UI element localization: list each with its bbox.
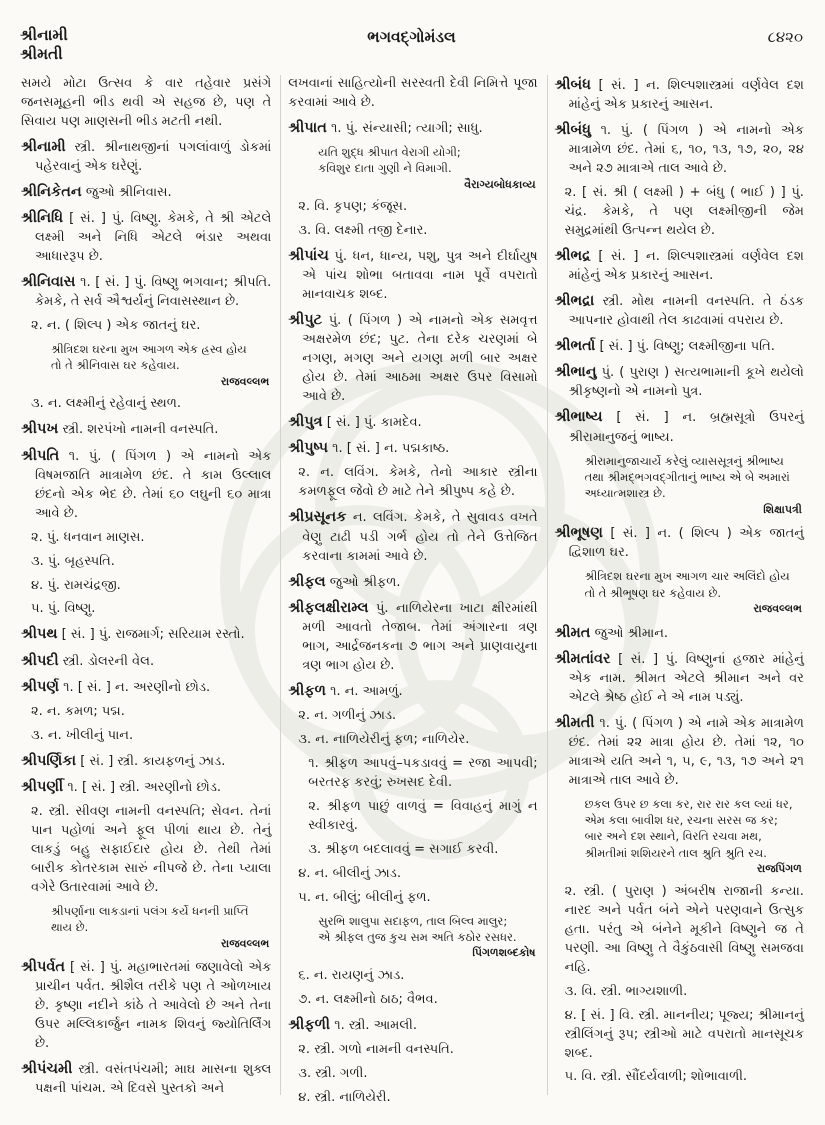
continuation-paragraph: સમયે મોટા ઉત્સવ કે વાર તહેવાર પ્રસંગે જનસમૂહની ભીડ થવી એ સહજ છે, પણ તે સિવાય પણ માણસની ભીડ મટતી નથી.	[21, 75, 272, 129]
sub-sense: ૩. ન. ખીલીનું પાન.	[31, 727, 134, 743]
headword: શ્રીનિવાસ	[21, 274, 76, 291]
sub-sense: ૨. ન. લવિંગ. કેમકે, તેનો આકાર સ્ત્રીના કમળફૂલ જેવો છે માટે તેને શ્રીપુષ્પ કહે છે.	[298, 465, 538, 500]
text-columns	[0, 67, 825, 1105]
sub-sense: ૩. પું. બૃહસ્પતિ.	[31, 553, 115, 569]
headword: શ્રીપ્રસૂનક	[288, 509, 347, 526]
sub-sense: ૪. [ સં. ] વિ. સ્ત્રી. માનનીય; પૂજ્ય; શ્રીમાનનું સ્ત્રીલિંગનું રૂપ; સ્ત્રીઓ માટે વપરાતો માનસૂચક શબ્દ.	[564, 1007, 804, 1061]
quote-block	[318, 913, 535, 961]
sub-sense: ૩. સ્ત્રી. ગળી.	[298, 1065, 368, 1081]
quote-line: શ્રીપર્ણાના લાકડાનાં પલંગ કર્યે ધનની પ્રાપ્તિ	[51, 904, 249, 919]
column-3	[547, 75, 813, 1095]
dictionary-entry	[288, 438, 537, 459]
entry-text: [ સં. ] ન. ( શિલ્પ ) એક જાતનું દ્વિશાળ ઘર.	[568, 526, 804, 561]
continuation-paragraph: લખવાનાં સાહિત્યોની સરસ્વતી દેવી નિમિત્તે પૂજા કરવામાં આવે છે.	[288, 75, 538, 110]
dictionary-entry	[21, 137, 271, 177]
dictionary-entry	[21, 419, 271, 440]
headword: શ્રીપુષ્પ	[288, 440, 329, 457]
quote-line: યતિ શુદ્ધ શ્રીપાત વેરાગી યોગી;	[318, 144, 461, 159]
entry-text: પું. ( પુરાણ ) સત્યભામાની કૂખે થયેલો શ્રીકૃષ્ણનો એ નામનો પુત્ર.	[568, 365, 804, 400]
dictionary-entry	[288, 598, 537, 676]
quote-block	[318, 144, 535, 192]
dictionary-entry	[288, 572, 537, 593]
dictionary-entry	[555, 362, 804, 402]
dictionary-entry	[21, 957, 271, 1054]
dictionary-entry	[555, 246, 804, 286]
sub-sense: ૭. ન. લક્ષ્મીનો ઠાઠ; વૈભવ.	[298, 991, 438, 1007]
idiom-line: ૩. શ્રીફળ બદલાવવું = સગાઈ કરવી.	[308, 841, 499, 857]
headword: શ્રીનિકેતન	[21, 183, 82, 200]
headword: શ્રીમતાંવર	[554, 650, 611, 667]
quote-block	[585, 453, 802, 518]
headword: શ્રીભાષ્ય	[554, 409, 603, 426]
sub-sense: ૩. ન. નાળિયેરીનું ફળ; નાળિયેર.	[298, 731, 470, 747]
dictionary-entry	[555, 713, 804, 791]
entry-text: ૧. પું. સંન્યાસી; ત્યાગી; સાધુ.	[330, 120, 483, 136]
quote-line: એ શ્રીફલ તુજ કુચ સમ અતિ કઠોર રસધર.	[318, 929, 517, 944]
sub-sense: ૫. ન. બીલું; બીલીનું ફળ.	[298, 889, 431, 905]
column-1	[14, 75, 280, 1095]
entry-text: સ્ત્રી. મોથ નામની વનસ્પતિ. તે ઠંડક આપનાર હોવાથી તેલ કાઢવામાં વપરાય છે.	[568, 294, 804, 329]
entry-text: [ સં. ] પું. રાજમાર્ગ; સરિયામ રસ્તો.	[61, 627, 245, 643]
dictionary-entry	[288, 310, 537, 407]
entry-text: [ સં. ] પું. વિષ્ણુનાં હજાર માંહેનું એક નામ. શ્રીમત એટલે શ્રીમાન અને વર એટલે શ્રેષ્ઠ હોઈ ને એ નામ પડ્યું.	[568, 651, 804, 705]
page-header	[0, 0, 825, 67]
sub-sense: ૪. સ્ત્રી. નાળિયેરી.	[298, 1089, 391, 1105]
dictionary-entry	[288, 118, 537, 139]
dictionary-entry	[555, 523, 804, 563]
dictionary-entry	[288, 246, 537, 305]
entry-text: ૧. પું. ( પિંગળ ) એ નામે એક માત્રામેળ છંદ. તેમાં ૨૨ માત્રા હોય છે. તેમાં ૧૨, ૧૦ માત્રાએ યતિ અને ૧, ૫, ૯, ૧૩, ૧૭ અને ૨૧ માત્રાએ તાલ આવે છે.	[568, 715, 804, 788]
entry-text: ૧. [ સં. ] સ્ત્રી. અરણીનો છોડ.	[67, 780, 222, 796]
dictionary-entry	[288, 681, 537, 702]
sub-sense: ૨. ન. ગળીનું ઝાડ.	[298, 707, 397, 723]
guide-words	[20, 26, 367, 65]
entry-text: [ સં. ] ન. શિલ્પશાસ્ત્રમાં વર્ણવેલ દશ માંહેનું એક પ્રકારનું આસન.	[568, 248, 804, 284]
dictionary-entry	[555, 623, 804, 644]
sub-sense: ૫. પું. વિષ્ણુ.	[31, 601, 96, 617]
dictionary-entry	[288, 412, 537, 433]
headword: શ્રીભૂષણ	[554, 525, 603, 542]
headword: શ્રીફળી	[288, 1016, 331, 1033]
headword: શ્રીપર્વત	[21, 959, 66, 976]
sub-sense: ૨. ન. ( શિલ્પ ) એક જાતનું ઘર.	[31, 318, 201, 334]
entry-text: ૧. પું. ( પિંગળ ) એ નામનો એક માત્રામેળ છંદ. તેમાં ૬, ૧૦, ૧૩, ૧૭, ૨૦, ૨૪ અને ૨૭ માત્રાએ તાલ આવે છે.	[568, 122, 804, 176]
entry-text: પું. ધન, ધાન્ય, પશુ, પુત્ર અને દીર્ઘાયુષ એ પાંચ શોભા બતાવવા નામ પૂર્વે વપરાતો માનવાચક શબ્દ.	[302, 249, 538, 303]
entry-text: ૧. [ સં. ] પું. વિષ્ણુ ભગવાન; શ્રીપતિ. કેમકે, તે સર્વ ઐશ્વર્યનું નિવાસસ્થાન છે.	[35, 275, 272, 310]
entry-text: ૧. ન. આમળું.	[330, 683, 403, 699]
sub-sense: ૪. પું. રામચંદ્રજી.	[31, 577, 121, 593]
headword: શ્રીમતી	[554, 714, 595, 731]
quote-source: શિક્ષાપત્રી	[763, 502, 802, 516]
quote-line: બાર અને દશ સ્થાને, વિરતિ રચવા મથ,	[584, 829, 762, 844]
entry-text: પું. નાળિયેરના ખાટા ક્ષીરમાંથી મળી આવતો તેજાબ. તેમાં અંગારના ત્રણ ભાગ, આર્દ્રજનકના ૭ ભાગ અને પ્રાણવાયુના ત્રણ ભાગ હોય છે.	[302, 600, 538, 673]
entry-text: ૧. [ સં. ] ન. અરણીનો છોડ.	[63, 679, 211, 695]
headword: શ્રીપર્ણિકા	[21, 752, 77, 769]
quote-line: થાય છે.	[51, 920, 89, 935]
entry-text: જુઓ શ્રીનિવાસ.	[85, 184, 172, 200]
dictionary-entry	[555, 649, 804, 708]
headword: શ્રીપુટ	[288, 312, 323, 329]
quote-line: કવિશુર દાતા ગુણી ને વિમાગી.	[318, 161, 452, 176]
entry-text: સ્ત્રી. વસંતપંચમી; માઘ માસના શુક્લ પક્ષની પાંચમ. એ દિવસે પુસ્તકો અને	[35, 1062, 272, 1097]
column-2	[280, 75, 546, 1105]
dictionary-entry	[21, 272, 271, 312]
entry-text: ૧. સ્ત્રી. આમલી.	[334, 1017, 418, 1033]
sub-sense: ૨. સ્ત્રી. ( પુરાણ ) અંબરીષ રાજાની કન્યા. નારદ અને પર્વત બંને એને પરણવાને ઉત્સુક હતા. પરંતુ એ બંનેને મૂકીને વિષ્ણુને જ તે પરણી. આ વિષ્ણુ તે વૈકુંઠવાસી વિષ્ણુ સમજવા નહિ.	[564, 883, 804, 975]
quote-source: વૈરાગ્યબોધકાવ્ય	[464, 177, 536, 191]
idiom-line: ૨. શ્રીફળ પાછું વાળવું = વિવાહનું માગું ન સ્વીકારવું.	[308, 798, 538, 833]
headword: શ્રીપથ	[21, 626, 58, 643]
entry-text: સ્ત્રી. ડોલરની વેલ.	[62, 653, 155, 669]
quote-line: શ્રીમતીમાં શશિયરને તાલ શ્રુતિ શ્રુતિ રચ.	[584, 845, 767, 860]
headword: શ્રીમત	[554, 624, 591, 641]
quote-line: તો તે શ્રીનિવાસ ઘર કહેવાય.	[51, 358, 180, 373]
quote-block	[51, 903, 269, 951]
sub-sense: ૫. વિ. સ્ત્રી. સૌંદર્યવાળી; શોભાવાળી.	[564, 1069, 748, 1085]
dictionary-entry	[288, 507, 537, 566]
sub-sense: ૩. વિ. લક્ષ્મી તજી દેનાર.	[298, 223, 428, 239]
quote-line: સુરભિ શાલુપા સદાફળ, તાલ બિલ્વ માલુર;	[318, 913, 508, 928]
quote-line: છકલ ઉપર છ કલા કર, રાર રાર કલ લ્યાં ધર,	[584, 796, 793, 811]
sub-sense: ૩. ન. લક્ષ્મીનું રહેવાનું સ્થળ.	[31, 396, 182, 412]
headword: શ્રીપતિ	[21, 447, 60, 464]
page-number: ૮૪૨૦	[767, 28, 803, 46]
headword: શ્રીપાંચ	[288, 248, 329, 265]
dictionary-entry	[21, 446, 271, 524]
headword: શ્રીભદ્ર	[554, 247, 591, 264]
sub-sense: ૨. વિ. કૃપણ; કંજૂસ.	[298, 199, 408, 215]
quote-source: રાજવલ્લભ	[220, 374, 270, 388]
sub-sense: ૨. [ સં. શ્રી ( લક્ષ્મી ) + બંધુ ( ભાઈ ) ] પું. ચંદ્ર. કેમકે, તે પણ લક્ષ્મીજીની જેમ સમુદ્રમાંથી ઉત્પન્ન થયેલ છે.	[564, 184, 804, 238]
headword: શ્રીબંધુ	[554, 121, 591, 138]
dictionary-entry	[555, 75, 804, 115]
entry-text: [ સં. ] ન. બ્રહ્મસૂત્રો ઉપરનું શ્રીરામાનુજનું ભાષ્ય.	[568, 410, 804, 445]
page-title: ભગવદ્ગોમંડલ	[367, 28, 456, 46]
dictionary-entry	[555, 120, 804, 179]
sub-sense: ૪. ન. બીલીનું ઝાડ.	[298, 865, 401, 881]
headword: શ્રીભર્તા	[554, 338, 596, 355]
entry-text: [ સં. ] સ્ત્રી. કાયફળનું ઝાડ.	[80, 753, 226, 769]
quote-line: શ્રીત્રિદશ ઘરના મુખ આગળ ચાર અલિંદો હોય	[584, 569, 790, 584]
entry-text: [ સં. ] પું. મહાભારતમાં જણાવેલો એક પ્રાચીન પર્વત. શ્રીશૈલ તરીકે પણ તે ઓળખાય છે. કૃષ્ણા નદીને કાંઠે તે આવેલો છે અને તેના ઉપર મલ્લિકાર્જુન નામક શિવનું જ્યોતિર્લિંગ છે.	[35, 960, 272, 1052]
entry-text: જુઓ શ્રીફળ.	[329, 574, 401, 590]
headword: શ્રીપર્ણ	[21, 678, 60, 695]
dictionary-entry	[21, 208, 271, 267]
sub-sense: ૩. વિ. સ્ત્રી. ભાગ્યશાળી.	[564, 983, 688, 999]
quote-source: રાજવલ્લભ	[220, 936, 270, 950]
entry-text: સ્ત્રી. શ્રીનાથજીનાં પગલાંવાળું ડોકમાં પહેરવાનું એક ઘરેણું.	[35, 139, 272, 174]
headword: શ્રીપંચમી	[21, 1061, 73, 1078]
guide-word-bottom: શ્રીમતી	[20, 45, 63, 64]
idiom-line: ૧. શ્રીફળ આપવું–પકડાવવું = રજા આપવી; બરતરફ કરવું; રુખસદ દેવી.	[308, 755, 538, 790]
quote-line: તો તે શ્રીભૂષણ ઘર કહેવાય છે.	[584, 585, 722, 600]
headword: શ્રીફળ	[288, 682, 326, 699]
sub-sense: ૬. ન. રાયણનું ઝાડ.	[298, 967, 405, 983]
headword: શ્રીફલ	[288, 573, 326, 590]
headword: શ્રીપર્ણી	[21, 779, 64, 796]
entry-text: [ સં. ] ન. શિલ્પશાસ્ત્રમાં વર્ણવેલ દશ માંહેનું એક પ્રકારનું આસન.	[568, 77, 804, 112]
entry-text: [ સં. ] પું. વિષ્ણુ; લક્ષ્મીજીના પતિ.	[599, 339, 775, 355]
quote-source: રાજવલ્લભ	[753, 601, 802, 615]
quote-block	[51, 341, 269, 389]
dictionary-entry	[288, 1015, 537, 1036]
dictionary-entry	[21, 624, 271, 645]
entry-text: ૧. પું. ( પિંગળ ) એ નામનો એક વિષમજાતિ માત્રામેળ છંદ. તે કામ ઉલ્લાલ છંદનો એક ભેદ છે. તેમાં ૬૦ લઘુની ૬૦ માત્રા આવે છે.	[35, 448, 272, 521]
entry-text: [ સં. ] પું. કામદેવ.	[326, 415, 422, 431]
dictionary-entry	[555, 291, 804, 331]
dictionary-entry	[21, 651, 271, 672]
dictionary-entry	[21, 677, 271, 698]
quote-line: તથા શ્રીમદ્ભગવદ્ગીતાનું ભાષ્ય એ બે અમારાં	[584, 469, 790, 484]
sub-sense: ૨. પું. ધનવાન માણસ.	[31, 529, 145, 545]
quote-block	[585, 796, 802, 877]
entry-text: જુઓ શ્રીમાન.	[594, 625, 669, 641]
headword: શ્રીનામી	[21, 138, 66, 155]
headword: શ્રીફલક્ષીરામ્લ	[288, 599, 369, 616]
sub-sense: ૨. સ્ત્રી. સીવણ નામની વનસ્પતિ; સેવન. તેનાં પાન પહોળાં અને ફૂલ પીળાં થાય છે. તેનું લાકડું બહુ સફાઈદાર હોય છે. તેથી તેમાં બારીક કોતરકામ સારું નીપજે છે. તેના પ્યાલા વગેરે ઉતારવામાં આવે છે.	[31, 804, 272, 896]
quote-line: શ્રીરામાનુજાચાર્યે કરેલું વ્યાસસૂત્રનું શ્રીભાષ્ય	[584, 453, 784, 468]
entry-text: સ્ત્રી. શરપંખો નામની વનસ્પતિ.	[62, 422, 219, 438]
quote-line: અધ્યાત્મશાસ્ત્ર છે.	[584, 486, 666, 501]
quote-block	[585, 568, 802, 616]
headword: શ્રીબંધ	[554, 76, 591, 93]
quote-source: રાજપિંગળ	[756, 862, 802, 876]
entry-text: ૧. [ સં. ] ન. પદ્મકાષ્ઠ.	[332, 441, 450, 457]
quote-line: એમ કલા બાવીશ ધર, રચના સરસ જ કર;	[584, 813, 778, 828]
quote-line: શ્રીત્રિદશ ઘરના મુખ આગળ એક હ્રસ્વ હોય	[51, 342, 247, 357]
entry-text: [ સં. ] પું. વિષ્ણુ. કેમકે, તે શ્રી એટલે લક્ષ્મી અને નિધિ એટલે ભંડાર અથવા આધારરૂપ છે.	[35, 210, 272, 265]
dictionary-entry	[21, 751, 271, 772]
dictionary-entry	[21, 777, 271, 798]
entry-text: પું. ( પિંગળ ) એ નામનો એક સમવૃત્ત અક્ષરમેળ છંદ; પુટ. તેના દરેક ચરણમાં બે નગણ, મગણ અને યગણ મળી બાર અક્ષર હોય છે. તેમાં આઠમા અક્ષર ઉપર વિસામો આવે છે.	[302, 313, 538, 405]
headword: શ્રીભાનુ	[554, 364, 597, 381]
quote-source: પિંગળશબ્દકોષ	[472, 946, 536, 960]
headword: શ્રીપુત્ર	[288, 414, 323, 431]
headword: શ્રીપખ	[21, 421, 59, 438]
headword: શ્રીપદી	[21, 652, 59, 669]
entry-text: ન. લવિંગ. કેમકે, તે સુવાવડ વખતે વેણુ ટાઢી પડી ગર્ભ હોય તો તેને ઉત્તેજિત કરવાના કામમાં આવે છે.	[302, 510, 538, 564]
dictionary-entry	[21, 182, 271, 203]
sub-sense: ૨. ન. કમળ; પદ્મ.	[31, 703, 125, 719]
sub-sense: ૨. સ્ત્રી. ગળો નામની વનસ્પતિ.	[298, 1041, 454, 1057]
headword: શ્રીભદ્રા	[554, 293, 595, 309]
guide-word-top: શ્રીનામી	[20, 26, 68, 44]
dictionary-entry	[555, 407, 804, 447]
dictionary-entry	[555, 336, 804, 357]
headword: શ્રીપાત	[288, 119, 327, 136]
dictionary-entry	[21, 1059, 271, 1099]
headword: શ્રીનિધિ	[21, 209, 64, 226]
